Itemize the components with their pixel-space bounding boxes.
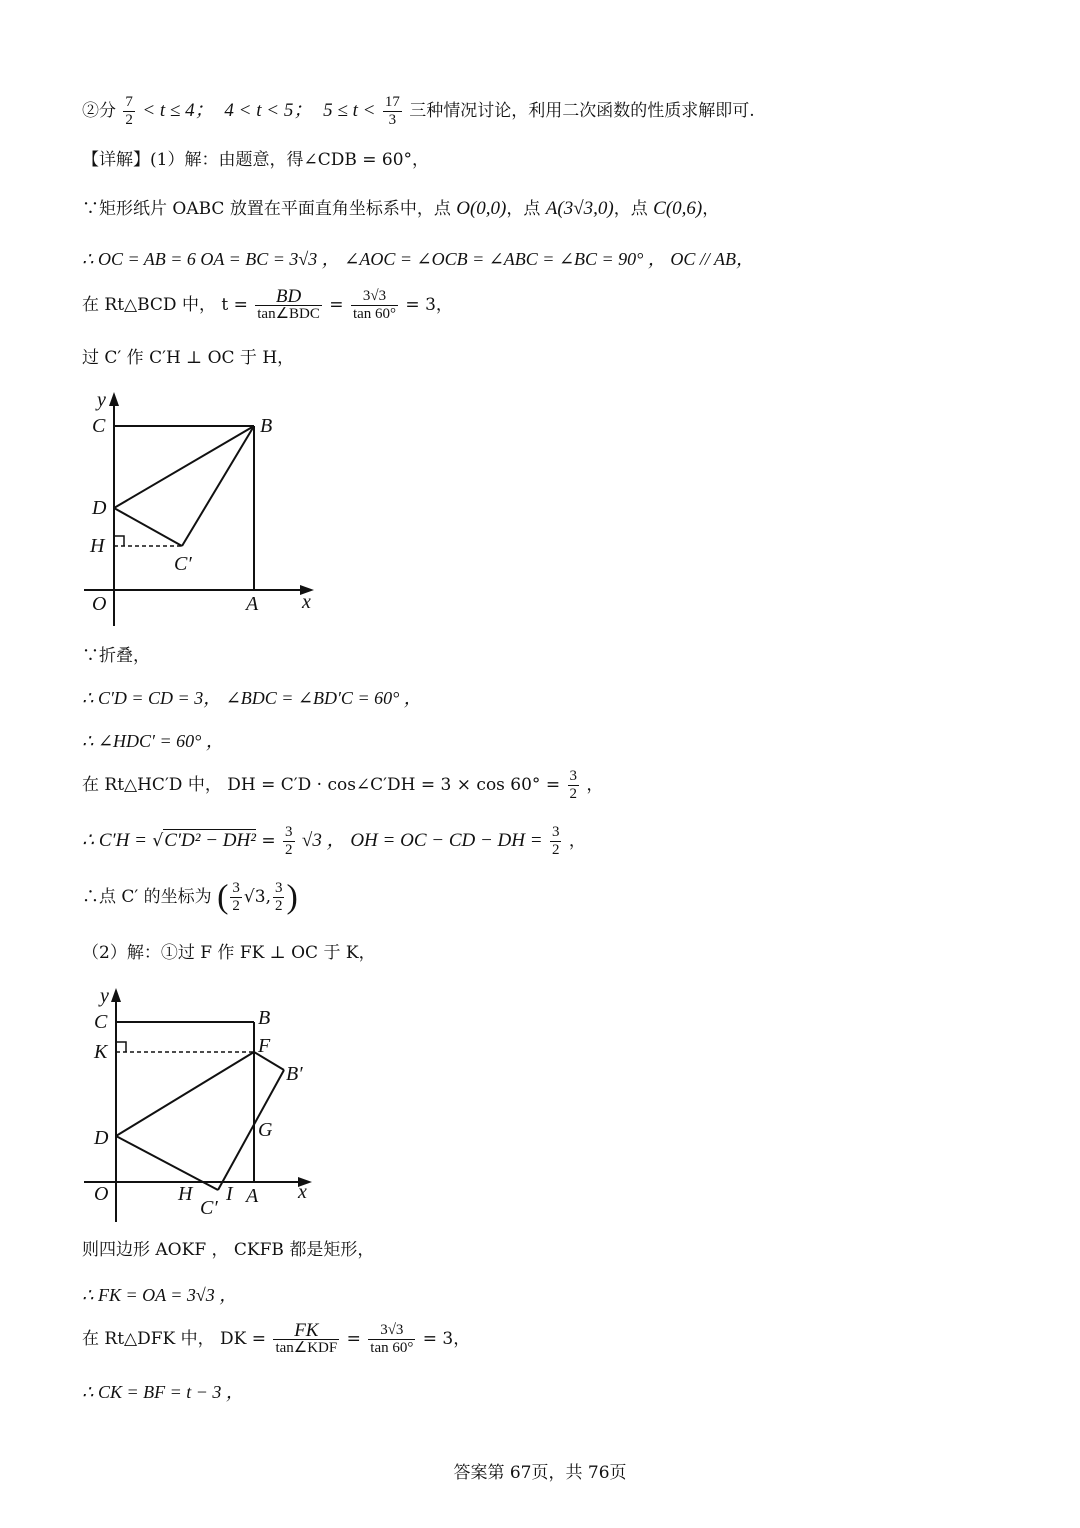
fraction <box>283 824 295 859</box>
segment-b-prime-c-prime <box>218 1070 284 1190</box>
line16-pre: 在 Rt△DFK 中， DK = <box>82 1329 267 1349</box>
line3-end: ， <box>702 199 720 219</box>
label-g: G <box>258 1119 273 1141</box>
numerator: 17 <box>384 94 400 110</box>
equals: = <box>346 1329 361 1349</box>
paren-open: ( <box>217 878 229 916</box>
line5-end: = 3， <box>405 295 453 315</box>
text-line-12 <box>82 880 298 915</box>
numerator: 3 <box>285 824 293 840</box>
numerator: 7 <box>125 94 133 110</box>
text-line-5 <box>82 288 453 323</box>
fraction <box>351 288 398 323</box>
label-d: D <box>92 497 107 519</box>
fraction <box>273 1322 339 1357</box>
label-i: I <box>226 1183 233 1205</box>
label-h: H <box>178 1183 193 1205</box>
fraction <box>255 288 322 323</box>
denominator: 2 <box>232 898 240 914</box>
label-h: H <box>90 535 105 557</box>
text-line-3 <box>82 197 719 221</box>
text-line-15: ∴ FK = OA = 3√3 ， <box>82 1285 238 1305</box>
line1-suffix: 三种情况讨论，利用二次函数的性质求解即可. <box>409 101 755 121</box>
paren-close: ) <box>286 878 298 916</box>
denominator: 3 <box>388 112 397 128</box>
line10-pre: 在 Rt△HC′D 中， DH = C′D · cos∠C′DH = 3 × cos 60° = <box>82 775 561 795</box>
label-b: B <box>260 415 273 437</box>
fraction <box>568 768 580 803</box>
denominator: tan∠KDF <box>275 1340 338 1356</box>
figure-2 <box>80 984 330 1228</box>
numerator: 3 <box>232 880 240 896</box>
numerator: 3√3 <box>368 1322 415 1340</box>
inequality-1: < t ≤ 4； <box>142 100 214 121</box>
text-line-4: ∴ OC = AB = 6 OA = BC = 3√3 ， ∠AOC = ∠OCB = ∠ABC = ∠BC = 90° ， OC // AB， <box>82 249 755 269</box>
equals: = <box>261 831 276 851</box>
numerator: 3 <box>551 824 560 840</box>
right-angle-mark <box>114 536 124 546</box>
label-b-prime: B′ <box>286 1063 303 1085</box>
fraction <box>550 824 562 859</box>
segment-db <box>114 426 254 508</box>
text-line-6: 过 C′ 作 C′H ⊥ OC 于 H， <box>82 348 295 368</box>
line3-sep: ，点 <box>506 199 541 219</box>
label-c: C <box>92 415 106 437</box>
line16-end: = 3， <box>422 1329 471 1349</box>
inequality-3: 5 ≤ t < <box>323 100 376 121</box>
denominator: 2 <box>569 786 577 802</box>
text-line-17: ∴ CK = BF = t − 3 ， <box>82 1382 244 1402</box>
point-o: O(0,0) <box>456 198 507 219</box>
line12-pre: ∴点 C′ 的坐标为 <box>82 887 212 907</box>
numerator: 3 <box>274 880 283 896</box>
denominator: tan∠BDC <box>257 306 320 322</box>
text-line-13: （2）解：①过 F 作 FK ⊥ OC 于 K， <box>82 943 376 963</box>
label-d: D <box>94 1127 109 1149</box>
line11-mid: √3 ， OH = OC − CD − DH = <box>301 830 543 851</box>
line5-pre: 在 Rt△BCD 中， t = <box>82 295 248 315</box>
text-line-8: ∴ C′D = CD = 3， ∠BDC = ∠BD′C = 60° ， <box>82 688 422 708</box>
numerator: BD <box>255 288 322 306</box>
text-line-1 <box>82 94 755 129</box>
line10-end: ， <box>586 775 604 795</box>
label-k: K <box>94 1041 108 1063</box>
segment-c-prime-b <box>182 426 254 546</box>
text-line-16 <box>82 1322 470 1357</box>
page-footer: 答案第 67页，共 76页 <box>453 1463 627 1483</box>
figure-1 <box>80 388 320 632</box>
text-line-14: 则四边形 AOKF ， CKFB 都是矩形， <box>82 1240 375 1260</box>
label-x: x <box>302 591 311 613</box>
numerator: FK <box>273 1322 339 1340</box>
denominator: 2 <box>274 898 283 914</box>
denominator: 2 <box>551 842 560 858</box>
fraction <box>368 1322 415 1357</box>
text-line-9: ∴ ∠HDC′ = 60° ， <box>82 731 224 751</box>
y-arrow <box>111 988 121 1002</box>
numerator: 3 <box>569 768 577 784</box>
line3-text: ∵矩形纸片 OABC 放置在平面直角坐标系中，点 <box>82 199 451 219</box>
denominator: 2 <box>285 842 293 858</box>
label-c-prime: C′ <box>174 553 192 575</box>
y-arrow <box>109 392 119 406</box>
denominator: tan 60° <box>352 306 397 322</box>
label-o: O <box>94 1183 109 1205</box>
line11-pre: ∴ C′H = <box>82 830 147 851</box>
fraction <box>230 880 242 915</box>
numerator: 3√3 <box>351 288 398 306</box>
denominator: tan 60° <box>370 1340 414 1356</box>
label-y: y <box>97 389 106 411</box>
line12-mid: √3, <box>243 887 271 907</box>
fraction <box>383 94 402 129</box>
figure-2-svg <box>80 984 330 1224</box>
point-a: A(3√3,0) <box>545 198 614 219</box>
segment-df <box>116 1052 254 1136</box>
text-line-10 <box>82 768 603 803</box>
line3-sep2: ，点 <box>613 199 648 219</box>
label-y: y <box>100 985 109 1007</box>
line1-prefix: ②分 <box>82 101 116 121</box>
fraction <box>123 94 135 129</box>
fraction <box>273 880 285 915</box>
label-c-prime: C′ <box>200 1197 218 1219</box>
inequality-2: 4 < t < 5； <box>224 100 313 121</box>
label-f: F <box>258 1035 271 1057</box>
text-line-2: 【详解】(1）解：由题意，得∠CDB = 60°， <box>82 150 430 170</box>
point-c: C(0,6) <box>653 198 703 219</box>
label-a: A <box>246 593 259 615</box>
equals: = <box>329 295 344 315</box>
label-x: x <box>298 1181 307 1203</box>
figure-1-svg <box>80 388 320 628</box>
label-a: A <box>246 1185 259 1207</box>
line11-end: ， <box>568 831 586 851</box>
sqrt-expression: C′D² − DH² <box>164 830 256 851</box>
label-b: B <box>258 1007 271 1029</box>
text-line-11: ∴ C′H = √C′D² − DH² = $\frac{3}{2}$ √3 ， OH = OC − CD − DH = $\frac{3}{2}$ ， <box>82 824 586 858</box>
right-angle-mark <box>116 1042 126 1052</box>
label-c: C <box>94 1011 108 1033</box>
text-line-7: ∵折叠， <box>82 646 150 666</box>
label-o: O <box>92 593 107 615</box>
denominator: 2 <box>125 112 133 128</box>
